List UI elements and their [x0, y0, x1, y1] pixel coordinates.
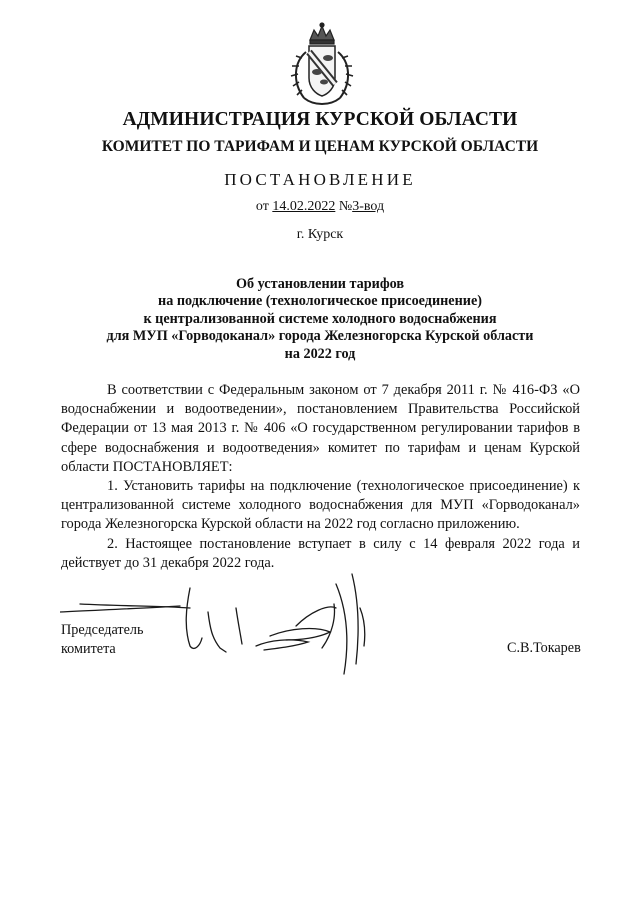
document-body [61, 381, 580, 573]
document-date: 14.02.2022 [272, 199, 336, 214]
document-date-line [0, 199, 640, 215]
title-line: Об установлении тарифов [235, 276, 405, 292]
title-line: на 2022 год [284, 345, 356, 362]
document-type: ПОСТАНОВЛЕНИЕ [224, 170, 416, 189]
title-line: для МУП «Горводоканал» города Железногорска Курской области [106, 328, 534, 345]
kursk-coat-of-arms-icon [284, 22, 360, 108]
signatory-position [61, 621, 143, 659]
number-prefix: № [338, 199, 353, 214]
title-line: на подключение (технологическое присоединение) [158, 293, 482, 310]
administration-heading: АДМИНИСТРАЦИЯ КУРСКОЙ ОБЛАСТИ [122, 109, 518, 130]
position-line-1: Председатель [61, 622, 144, 638]
body-paragraph-preamble: В соответствии с Федеральным законом от 7 декабря 2011 г. № 416-ФЗ «О водоснабжении и водоотведении», постановлением Правительства Российской Федерации от 13 мая 2013 г. № 406 «О государственном регулировании тарифов в сфере водоснабжения и водоотведения» комитет по тарифам и ценам Курской области ПОСТАНОВЛЯЕТ: [61, 382, 580, 475]
body-paragraph-2: 2. Настоящее постановление вступает в силу с 14 февраля 2022 года и действует до 31 декабря 2022 года. [61, 535, 580, 571]
position-line-2: комитета [61, 641, 116, 657]
date-prefix: от [255, 199, 269, 214]
signatory-name: С.В.Токарев [507, 640, 581, 656]
body-paragraph-1: 1. Установить тарифы на подключение (технологическое присоединение) к централизованной системе холодного водоснабжения для МУП «Горводоканал» города Железногорска Курской области на 2022 год согласно приложению. [61, 478, 580, 533]
title-line: к централизованной системе холодного водоснабжения [143, 310, 497, 327]
committee-heading: КОМИТЕТ ПО ТАРИФАМ И ЦЕНАМ КУРСКОЙ ОБЛАСТИ [101, 138, 539, 155]
city: г. Курск [296, 227, 344, 242]
document-title [0, 276, 640, 363]
document-number: 3-вод [352, 199, 385, 214]
